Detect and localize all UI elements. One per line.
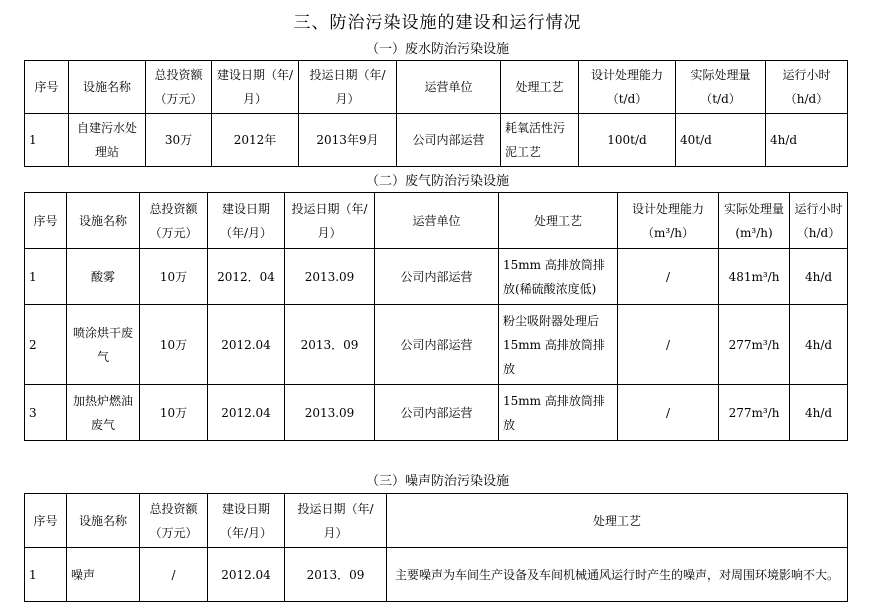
table-header-row	[25, 193, 848, 249]
table-row	[25, 114, 848, 167]
wastewater-facilities-table	[24, 60, 848, 167]
table-cell: 耗氧活性污泥工艺	[501, 114, 579, 167]
table-cell: 公司内部运营	[397, 114, 501, 167]
table-cell: 公司内部运营	[375, 249, 499, 305]
table-cell: 公司内部运营	[375, 385, 499, 441]
table-cell: /	[618, 249, 719, 305]
table-row	[25, 385, 848, 441]
table-cell: 粉尘吸附器处理后15mm 高排放筒排放	[499, 305, 618, 385]
table-cell: 4h/d	[790, 249, 848, 305]
header-cell: 建设日期（年/月）	[208, 193, 285, 249]
table-cell: 自建污水处理站	[69, 114, 146, 167]
header-cell: 投运日期（年/月）	[285, 494, 387, 548]
table-cell: 主要噪声为车间生产设备及车间机械通风运行时产生的噪声，对周围环境影响不大。	[387, 548, 848, 602]
table-cell: 10万	[140, 305, 208, 385]
table-cell: 2013.09	[285, 249, 375, 305]
header-cell: 处理工艺	[501, 61, 579, 114]
header-cell: 处理工艺	[387, 494, 848, 548]
table-cell: 2012.04	[208, 548, 285, 602]
section-3-heading: （三）噪声防治污染设施	[365, 474, 509, 489]
table-cell: 40t/d	[676, 114, 766, 167]
table-header-row	[25, 494, 848, 548]
table-cell: 喷涂烘干废气	[67, 305, 140, 385]
header-cell: 设施名称	[67, 494, 140, 548]
header-cell: 运行小时（h/d）	[766, 61, 848, 114]
header-cell: 运营单位	[375, 193, 499, 249]
header-cell: 序号	[25, 494, 67, 548]
header-cell: 总投资额（万元）	[146, 61, 212, 114]
section-1-heading: （一）废水防治污染设施	[365, 42, 509, 57]
table-cell: 2012．04	[208, 249, 285, 305]
table-cell: 2012.04	[208, 385, 285, 441]
header-cell: 投运日期（年/月）	[285, 193, 375, 249]
header-cell: 投运日期（年/月）	[299, 61, 397, 114]
table-header-row	[25, 61, 848, 114]
table-cell: 噪声	[67, 548, 140, 602]
header-cell: 处理工艺	[499, 193, 618, 249]
table-cell: 3	[25, 385, 67, 441]
header-cell: 建设日期（年/月）	[208, 494, 285, 548]
header-cell: 序号	[25, 193, 67, 249]
header-cell: 实际处理量（t/d）	[676, 61, 766, 114]
header-cell: 总投资额（万元）	[140, 193, 208, 249]
table-cell: 15mm 高排放筒排放	[499, 385, 618, 441]
header-cell: 运行小时（h/d）	[790, 193, 848, 249]
table-cell: 1	[25, 548, 67, 602]
header-cell: 总投资额（万元）	[140, 494, 208, 548]
table-cell: 1	[25, 249, 67, 305]
table-cell: 481m³/h	[719, 249, 790, 305]
noise-facilities-table	[24, 493, 848, 602]
header-cell: 设计处理能力（m³/h）	[618, 193, 719, 249]
table-cell: 2012年	[212, 114, 299, 167]
table-cell: 公司内部运营	[375, 305, 499, 385]
table-cell: 277m³/h	[719, 305, 790, 385]
table-cell: 加热炉燃油废气	[67, 385, 140, 441]
table-cell: 2013．09	[285, 548, 387, 602]
header-cell: 序号	[25, 61, 69, 114]
table-cell: 酸雾	[67, 249, 140, 305]
table-cell: 2013年9月	[299, 114, 397, 167]
table-cell: 10万	[140, 385, 208, 441]
table-cell: 1	[25, 114, 69, 167]
header-cell: 建设日期（年/月）	[212, 61, 299, 114]
header-cell: 运营单位	[397, 61, 501, 114]
table-cell: 30万	[146, 114, 212, 167]
table-cell: 15mm 高排放筒排放(稀硫酸浓度低)	[499, 249, 618, 305]
page-title: 三、防治污染设施的建设和运行情况	[293, 13, 582, 33]
table-cell: /	[618, 305, 719, 385]
table-cell: /	[618, 385, 719, 441]
header-cell: 设施名称	[69, 61, 146, 114]
section-2-heading: （二）废气防治污染设施	[365, 174, 509, 189]
header-cell: 实际处理量(m³/h)	[719, 193, 790, 249]
table-cell: 2012.04	[208, 305, 285, 385]
table-cell: 2	[25, 305, 67, 385]
table-cell: 4h/d	[790, 385, 848, 441]
waste-gas-facilities-table	[24, 192, 848, 441]
table-row	[25, 305, 848, 385]
header-cell: 设计处理能力（t/d）	[579, 61, 676, 114]
table-cell: 100t/d	[579, 114, 676, 167]
table-cell: 277m³/h	[719, 385, 790, 441]
table-cell: 4h/d	[790, 305, 848, 385]
table-row	[25, 249, 848, 305]
table-cell: /	[140, 548, 208, 602]
table-cell: 2013．09	[285, 305, 375, 385]
table-cell: 10万	[140, 249, 208, 305]
table-row	[25, 548, 848, 602]
table-cell: 4h/d	[766, 114, 848, 167]
header-cell: 设施名称	[67, 193, 140, 249]
table-cell: 2013.09	[285, 385, 375, 441]
